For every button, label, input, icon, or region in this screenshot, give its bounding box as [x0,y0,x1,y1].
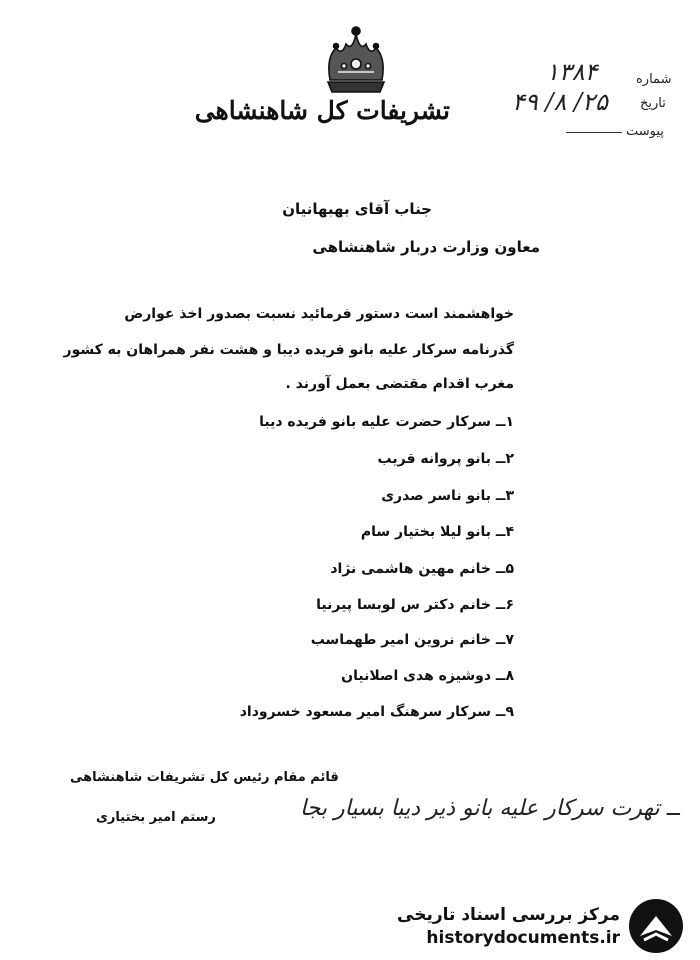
date-label: تاریخ [640,96,666,111]
body-line-1: خواهشمند است دستور فرمائید نسبت بصدور اخذ عوارض [124,306,514,322]
addressee-name: جناب آقای بهبهانیان [282,200,432,218]
signatory-title: قائم مقام رئیس کل تشریفات شاهنشاهی [70,770,339,785]
body-line-2: گذرنامه سرکار علیه بانو فریده دیبا و هشت نفر همراهان به کشور [63,342,514,358]
organization-title: تشریفات کل شاهنشاهی [194,96,450,125]
list-item: ۴ــ بانو لیلا بختیار سام [360,524,514,540]
book-logo-icon [626,896,686,956]
list-item: ۳ــ بانو ناسر صدری [381,488,514,504]
date-value: ۲۵/ ۸/ ۴۹ [512,88,608,116]
number-value: ۱۳۸۴ [546,58,598,86]
list-item: ۱ــ سرکار حضرت علیه بانو فریده دیبا [259,414,514,430]
list-item: ۸ــ دوشیزه هدی اصلانیان [341,668,514,684]
list-item: ۶ــ خانم دکتر س لوبسا پیرنیا [316,597,514,613]
list-item: ۵ــ خانم مهین هاشمی نژاد [330,561,514,577]
list-item: ۲ــ بانو پروانه قریب [377,451,514,467]
body-line-3: مغرب اقدام مقتضی بعمل آورند . [285,376,514,392]
crown-icon [318,22,394,98]
addressee-title: معاون وزارت دربار شاهنشاهی [312,238,540,256]
watermark-url: historydocuments.ir [426,928,620,948]
signatory-name: رستم امیر بختیاری [96,810,216,825]
attachment-blank-line [566,132,622,133]
attachment-label: پیوست [626,124,664,139]
number-label: شماره [636,72,672,87]
watermark-text: مرکز بررسی اسناد تاریخی [397,905,620,925]
handwritten-note: ــ تهرت سرکار علیه بانو ذیر دیبا بسیار بجا [300,796,680,821]
list-item: ۹ــ سرکار سرهنگ امیر مسعود خسروداد [239,704,514,720]
list-item: ۷ــ خانم نروین امیر طهماسب [310,632,514,648]
